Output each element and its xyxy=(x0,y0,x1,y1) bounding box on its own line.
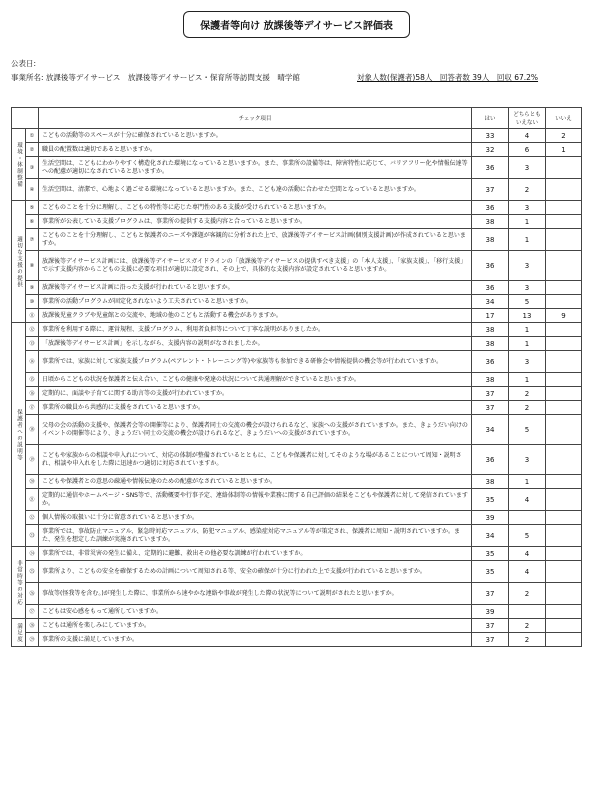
question-text: こどもは通所を楽しみにしていますか。 xyxy=(39,619,472,633)
item-number-cell: ⑥ xyxy=(26,215,39,229)
table-row xyxy=(12,547,582,561)
no-count xyxy=(546,511,582,525)
item-number-cell: ⑲ xyxy=(26,445,39,475)
no-count xyxy=(546,251,582,281)
header-no: いいえ xyxy=(546,108,582,129)
no-count: 9 xyxy=(546,309,582,323)
item-number-cell: ⑦ xyxy=(26,229,39,251)
item-number-cell: ㉕ xyxy=(26,561,39,583)
yes-count: 37 xyxy=(472,179,509,201)
no-count xyxy=(546,351,582,373)
table-row xyxy=(12,633,582,647)
table-row xyxy=(12,351,582,373)
question-text: こどもの活動等のスペースが十分に確保されていると思いますか。 xyxy=(39,129,472,143)
question-text: 職員の配置数は適切であると思いますか。 xyxy=(39,143,472,157)
table-row xyxy=(12,605,582,619)
category-label: 保護者への説明等 xyxy=(12,323,26,547)
neither-count: 3 xyxy=(509,351,546,373)
neither-count: 3 xyxy=(509,281,546,295)
table-row xyxy=(12,387,582,401)
yes-count: 36 xyxy=(472,251,509,281)
question-text: 放課後等デイサービス計画に沿った支援が行われていると思いますか。 xyxy=(39,281,472,295)
yes-count: 36 xyxy=(472,157,509,179)
table-row xyxy=(12,295,582,309)
item-number-cell: ⑧ xyxy=(26,251,39,281)
header-row xyxy=(12,108,582,129)
yes-count: 38 xyxy=(472,337,509,351)
table-row xyxy=(12,323,582,337)
no-count xyxy=(546,525,582,547)
yes-count: 36 xyxy=(472,351,509,373)
item-number-cell: ⑳ xyxy=(26,475,39,489)
table-row xyxy=(12,511,582,525)
table-row xyxy=(12,475,582,489)
neither-count: 1 xyxy=(509,215,546,229)
no-count xyxy=(546,215,582,229)
no-count xyxy=(546,445,582,475)
item-number-cell: ④ xyxy=(26,179,39,201)
no-count xyxy=(546,281,582,295)
neither-count: 3 xyxy=(509,157,546,179)
category-label: 適切な支援の提供 xyxy=(12,201,26,323)
question-text: 事業所では、非常災害の発生に備え、定期的に避難、救出その他必要な訓練が行われていますか。 xyxy=(39,547,472,561)
item-number-cell: ㉖ xyxy=(26,583,39,605)
question-text: 「放課後等デイサービス計画」を示しながら、支援内容の説明がなされましたか。 xyxy=(39,337,472,351)
category-label: 非常時等の対応 xyxy=(12,547,26,619)
no-count xyxy=(546,547,582,561)
header-check-item: チェック項目 xyxy=(39,108,472,129)
item-number-cell: ⑭ xyxy=(26,351,39,373)
item-number-cell: ⑪ xyxy=(26,309,39,323)
neither-count: 5 xyxy=(509,415,546,445)
question-text: こどもや家族からの相談や申入れについて、対応の体制が整備されているとともに、こどもや保護者に対してそのような場があることについて周知・説明され、相談や申入れをした際に迅速かつ適切に対応されていますか。 xyxy=(39,445,472,475)
neither-count: 2 xyxy=(509,387,546,401)
neither-count: 3 xyxy=(509,251,546,281)
item-number-cell: ㉔ xyxy=(26,547,39,561)
item-number-cell: ⑬ xyxy=(26,337,39,351)
yes-count: 36 xyxy=(472,201,509,215)
item-number-cell: ㉑ xyxy=(26,489,39,511)
neither-count: 1 xyxy=(509,475,546,489)
table-row xyxy=(12,337,582,351)
neither-count: 4 xyxy=(509,129,546,143)
table-row xyxy=(12,619,582,633)
question-text: 放課後等デイサービス計画には、放課後等デイサービスガイドラインの「放課後等デイサービスの提供すべき支援」の「本人支援」、「家族支援」、「移行支援」で示す支援内容からこどもの支援に必要な項目が適切に設定され、その上で、具体的な支援内容が設定されていると思いますか。 xyxy=(39,251,472,281)
question-text: 個人情報の取扱いに十分に留意されていると思いますか。 xyxy=(39,511,472,525)
table-row xyxy=(12,215,582,229)
question-text: 生活空間は、こどもにわかりやすく構造化された環境になっていると思いますか。また、事業所の設備等は、障害特性に応じて、バリアフリー化や情報伝達等への配慮が適切になされていると思いますか。 xyxy=(39,157,472,179)
yes-count: 38 xyxy=(472,475,509,489)
no-count xyxy=(546,295,582,309)
table-row xyxy=(12,489,582,511)
neither-count: 2 xyxy=(509,619,546,633)
category-label: 環境・体制整備 xyxy=(12,129,26,201)
item-number-cell: ㉗ xyxy=(26,605,39,619)
table-row xyxy=(12,129,582,143)
table-row xyxy=(12,201,582,215)
item-number-cell: ⑰ xyxy=(26,401,39,415)
neither-count xyxy=(509,605,546,619)
question-text: 事業所を利用する際に、運営規程、支援プログラム、利用者負担等について丁寧な説明がありましたか。 xyxy=(39,323,472,337)
item-number-cell: ⑯ xyxy=(26,387,39,401)
table-row xyxy=(12,561,582,583)
evaluation-table xyxy=(11,107,582,647)
yes-count: 34 xyxy=(472,415,509,445)
no-count xyxy=(546,415,582,445)
neither-count: 2 xyxy=(509,583,546,605)
item-number-cell: ㉒ xyxy=(26,511,39,525)
yes-count: 39 xyxy=(472,605,509,619)
question-text: 事業所が公表している支援プログラムは、事業所の提供する支援内容と合っていると思いますか。 xyxy=(39,215,472,229)
yes-count: 35 xyxy=(472,489,509,511)
item-number-cell: ① xyxy=(26,129,39,143)
table-row xyxy=(12,157,582,179)
yes-count: 37 xyxy=(472,387,509,401)
table-row xyxy=(12,525,582,547)
header-yes: はい xyxy=(472,108,509,129)
neither-count: 3 xyxy=(509,201,546,215)
yes-count: 38 xyxy=(472,215,509,229)
question-text: こどもや保護者との意思の疎通や情報伝達のための配慮がなされていると思いますか。 xyxy=(39,475,472,489)
item-number-cell: ㉙ xyxy=(26,633,39,647)
neither-count: 13 xyxy=(509,309,546,323)
table-row xyxy=(12,445,582,475)
yes-count: 32 xyxy=(472,143,509,157)
no-count xyxy=(546,201,582,215)
yes-count: 38 xyxy=(472,229,509,251)
yes-count: 36 xyxy=(472,281,509,295)
no-count xyxy=(546,633,582,647)
yes-count: 37 xyxy=(472,401,509,415)
no-count xyxy=(546,373,582,387)
neither-count: 1 xyxy=(509,323,546,337)
no-count xyxy=(546,619,582,633)
no-count xyxy=(546,583,582,605)
table-row xyxy=(12,251,582,281)
yes-count: 38 xyxy=(472,373,509,387)
yes-count: 33 xyxy=(472,129,509,143)
header-neither: どちらともいえない xyxy=(509,108,546,129)
question-text: 事業所より、こどもの安全を確保するための計画について周知される等、安全の確保が十分に行われた上で支援が行われていると思いますか。 xyxy=(39,561,472,583)
category-label: 満足度 xyxy=(12,619,26,647)
item-number-cell: ⑫ xyxy=(26,323,39,337)
question-text: 定期的に、面談や子育てに関する助言等の支援が行われていますか。 xyxy=(39,387,472,401)
no-count xyxy=(546,489,582,511)
yes-count: 34 xyxy=(472,295,509,309)
publication-date: 公表日: xyxy=(11,59,37,68)
neither-count: 2 xyxy=(509,401,546,415)
neither-count: 2 xyxy=(509,179,546,201)
question-text: 事業所の活動プログラムが固定化されないよう工夫されていると思いますか。 xyxy=(39,295,472,309)
header-blank xyxy=(12,108,39,129)
item-number-cell: ⑱ xyxy=(26,415,39,445)
no-count xyxy=(546,179,582,201)
yes-count: 37 xyxy=(472,633,509,647)
yes-count: 35 xyxy=(472,547,509,561)
question-text: 事業所の職員から共感的に支援をされていると思いますか。 xyxy=(39,401,472,415)
page-title-text: 保護者等向け 放課後等デイサービス評価表 xyxy=(200,21,393,32)
neither-count: 4 xyxy=(509,489,546,511)
table-row xyxy=(12,415,582,445)
neither-count: 5 xyxy=(509,295,546,309)
no-count xyxy=(546,475,582,489)
item-number-cell: ② xyxy=(26,143,39,157)
question-text: こどものことを十分に理解し、こどもの特性等に応じた専門性のある支援が受けられていると思いますか。 xyxy=(39,201,472,215)
no-count xyxy=(546,157,582,179)
no-count xyxy=(546,561,582,583)
question-text: 放課後児童クラブや児童館との交流や、地域の他のこどもと活動する機会がありますか。 xyxy=(39,309,472,323)
neither-count: 3 xyxy=(509,445,546,475)
table-row xyxy=(12,281,582,295)
item-number-cell: ㉘ xyxy=(26,619,39,633)
question-text: 日頃からこどもの状況を保護者と伝え合い、こどもの健康や発達の状況について共通理解ができていると思いますか。 xyxy=(39,373,472,387)
no-count xyxy=(546,323,582,337)
page-title xyxy=(183,11,410,38)
yes-count: 34 xyxy=(472,525,509,547)
yes-count: 37 xyxy=(472,619,509,633)
table-row xyxy=(12,401,582,415)
no-count: 2 xyxy=(546,129,582,143)
yes-count: 38 xyxy=(472,323,509,337)
question-text: こどものことを十分理解し、こどもと保護者のニーズや課題が客観的に分析された上で、放課後等デイサービス計画(個別支援計画)が作成されていると思いますか。 xyxy=(39,229,472,251)
neither-count: 4 xyxy=(509,561,546,583)
no-count xyxy=(546,229,582,251)
item-number-cell: ⑤ xyxy=(26,201,39,215)
no-count xyxy=(546,337,582,351)
office-name: 事業所名: 放課後等デイサービス 放課後等デイサービス・保育所等訪問支援 晴学館 xyxy=(11,73,300,82)
table-row xyxy=(12,309,582,323)
item-number-cell: ⑩ xyxy=(26,295,39,309)
neither-count: 1 xyxy=(509,229,546,251)
no-count xyxy=(546,401,582,415)
table-row xyxy=(12,143,582,157)
yes-count: 35 xyxy=(472,561,509,583)
yes-count: 36 xyxy=(472,445,509,475)
table-row xyxy=(12,583,582,605)
neither-count xyxy=(509,511,546,525)
neither-count: 1 xyxy=(509,373,546,387)
no-count xyxy=(546,605,582,619)
item-number-cell: ⑮ xyxy=(26,373,39,387)
table-row xyxy=(12,229,582,251)
yes-count: 37 xyxy=(472,583,509,605)
no-count: 1 xyxy=(546,143,582,157)
item-number-cell: ③ xyxy=(26,157,39,179)
table-row xyxy=(12,179,582,201)
yes-count: 39 xyxy=(472,511,509,525)
neither-count: 4 xyxy=(509,547,546,561)
neither-count: 6 xyxy=(509,143,546,157)
neither-count: 2 xyxy=(509,633,546,647)
question-text: 事業所では、事故防止マニュアル、緊急時対応マニュアル、防犯マニュアル、感染症対応マニュアル等が策定され、保護者に周知・説明されていますか。また、発生を想定した訓練が実施されていますか。 xyxy=(39,525,472,547)
response-counts: 対象人数(保護者)58人 回答者数 39人 回収 67.2% xyxy=(357,73,539,82)
item-number-cell: ㉓ xyxy=(26,525,39,547)
no-count xyxy=(546,387,582,401)
question-text: 定期的に通信やホームページ・SNS等で、活動概要や行事予定、連絡体制等の情報や業務に関する自己評価の結果をこどもや保護者に対して発信されていますか。 xyxy=(39,489,472,511)
neither-count: 5 xyxy=(509,525,546,547)
question-text: こどもは安心感をもって通所していますか。 xyxy=(39,605,472,619)
neither-count: 1 xyxy=(509,337,546,351)
question-text: 事業所の支援に満足していますか。 xyxy=(39,633,472,647)
table-row xyxy=(12,373,582,387)
question-text: 事業所では、家族に対して家族支援プログラム(ペアレント・トレーニング等)や家族等も参加できる研修会や情報提供の機会等が行われていますか。 xyxy=(39,351,472,373)
question-text: 父母の会の活動の支援や、保護者会等の開催等により、保護者同士の交流の機会が設けられるなど、家族への支援がされていますか。また、きょうだい向けのイベントの開催等により、きょうだい同士の交流の機会が設けられるなど、きょうだいへの支援がされていますか。 xyxy=(39,415,472,445)
item-number-cell: ⑨ xyxy=(26,281,39,295)
question-text: 生活空間は、清潔で、心地よく過ごせる環境になっていると思いますか。また、こども達の活動に合わせた空間となっていると思いますか。 xyxy=(39,179,472,201)
question-text: 事故等(怪我等を含む。)が発生した際に、事業所から速やかな連絡や事故が発生した際の状況等について説明がされたと思いますか。 xyxy=(39,583,472,605)
yes-count: 17 xyxy=(472,309,509,323)
